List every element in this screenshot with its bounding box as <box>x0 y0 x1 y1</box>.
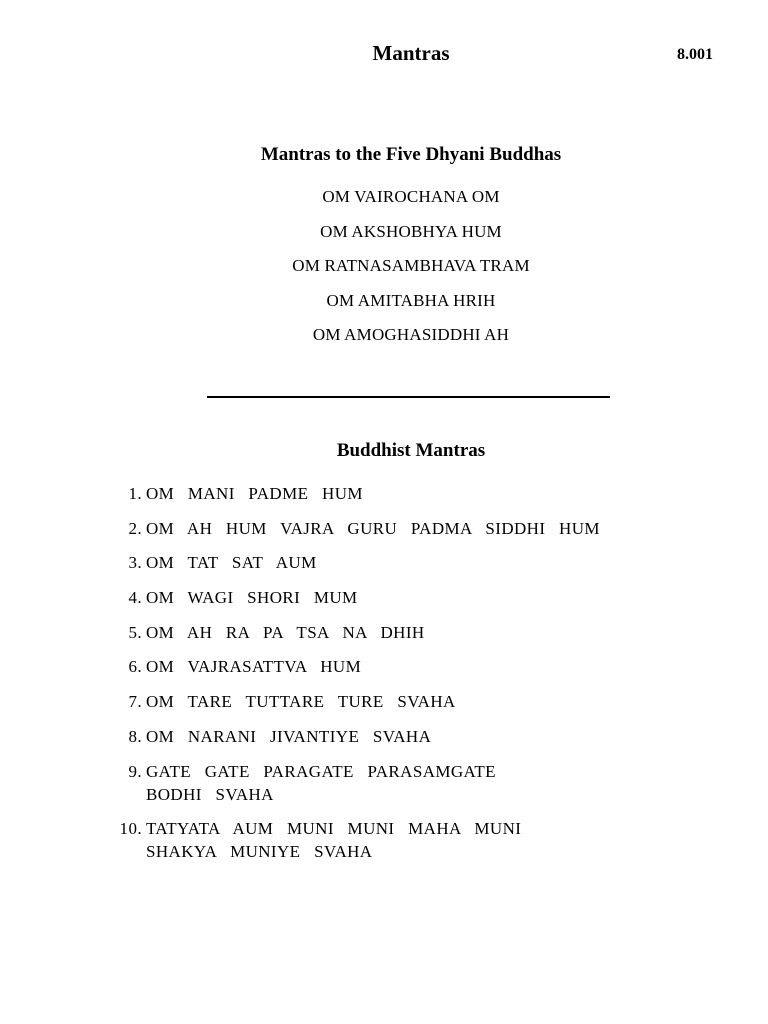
buddhist-mantra-list <box>0 482 746 875</box>
mantra-number: 10. <box>119 819 142 839</box>
mantra-text <box>146 621 746 644</box>
mantra-line: OM MANI PADME HUM <box>146 484 363 503</box>
mantra-number: 8. <box>128 726 142 746</box>
page-number: 8.001 <box>677 46 713 63</box>
mantra-line: OM AH HUM VAJRA GURU PADMA SIDDHI HUM <box>146 518 600 538</box>
mantra-text <box>146 551 746 574</box>
mantra-list-item <box>0 482 746 505</box>
mantra-line: TATYATA AUM MUNI MUNI MAHA MUNI <box>146 819 522 839</box>
mantra-line: BODHI SVAHA <box>146 784 274 804</box>
dhyani-mantra: OM VAIROCHANA OM <box>322 187 500 206</box>
mantra-number: 5. <box>128 622 142 642</box>
mantra-line: OM WAGI SHORI MUM <box>146 588 358 608</box>
mantra-line: OM AH RA PA TSA NA DHIH <box>146 622 425 642</box>
mantra-line: OM VAJRASATTVA HUM <box>146 657 362 677</box>
mantra-number: 1. <box>128 484 142 503</box>
mantra-line: GATE GATE PARAGATE PARASAMGATE <box>146 761 496 781</box>
mantra-list-item <box>0 817 746 863</box>
dhyani-mantra: OM AKSHOBHYA HUM <box>320 221 502 241</box>
mantra-line: OM TAT SAT AUM <box>146 553 317 573</box>
mantra-text <box>146 817 746 863</box>
mantra-list-item <box>0 551 746 574</box>
mantra-text <box>146 760 746 806</box>
mantra-list-item <box>0 760 746 806</box>
buddhist-section-heading: Buddhist Mantras <box>336 440 486 461</box>
mantra-list-item <box>0 690 746 713</box>
mantra-text <box>146 586 746 609</box>
mantra-number: 2. <box>128 518 142 538</box>
mantra-text <box>146 725 746 748</box>
mantra-number: 7. <box>128 692 142 712</box>
mantra-line: SHAKYA MUNIYE SVAHA <box>146 842 373 862</box>
mantra-list-item <box>0 621 746 644</box>
mantra-number: 4. <box>128 588 142 608</box>
dhyani-mantra-list <box>0 185 768 358</box>
section-divider <box>207 396 610 398</box>
mantra-list-item <box>0 586 746 609</box>
mantra-number: 6. <box>128 657 142 677</box>
mantra-list-item <box>0 517 746 540</box>
mantra-text <box>146 690 746 713</box>
mantra-line: OM TARE TUTTARE TURE SVAHA <box>146 692 456 712</box>
page-title: Mantras <box>372 41 450 65</box>
mantra-text <box>146 655 746 678</box>
mantra-text <box>146 517 746 540</box>
dhyani-mantra: OM RATNASAMBHAVA TRAM <box>292 256 530 276</box>
dhyani-mantra: OM AMOGHASIDDHI AH <box>312 325 510 345</box>
dhyani-mantra: OM AMITABHA HRIH <box>326 290 496 310</box>
dhyani-section-heading: Mantras to the Five Dhyani Buddhas <box>260 144 562 165</box>
mantra-list-item <box>0 655 746 678</box>
mantra-list-item <box>0 725 746 748</box>
mantra-text <box>146 482 746 505</box>
mantra-number: 3. <box>128 553 142 573</box>
mantra-number: 9. <box>128 761 142 781</box>
mantra-line: OM NARANI JIVANTIYE SVAHA <box>146 726 432 746</box>
